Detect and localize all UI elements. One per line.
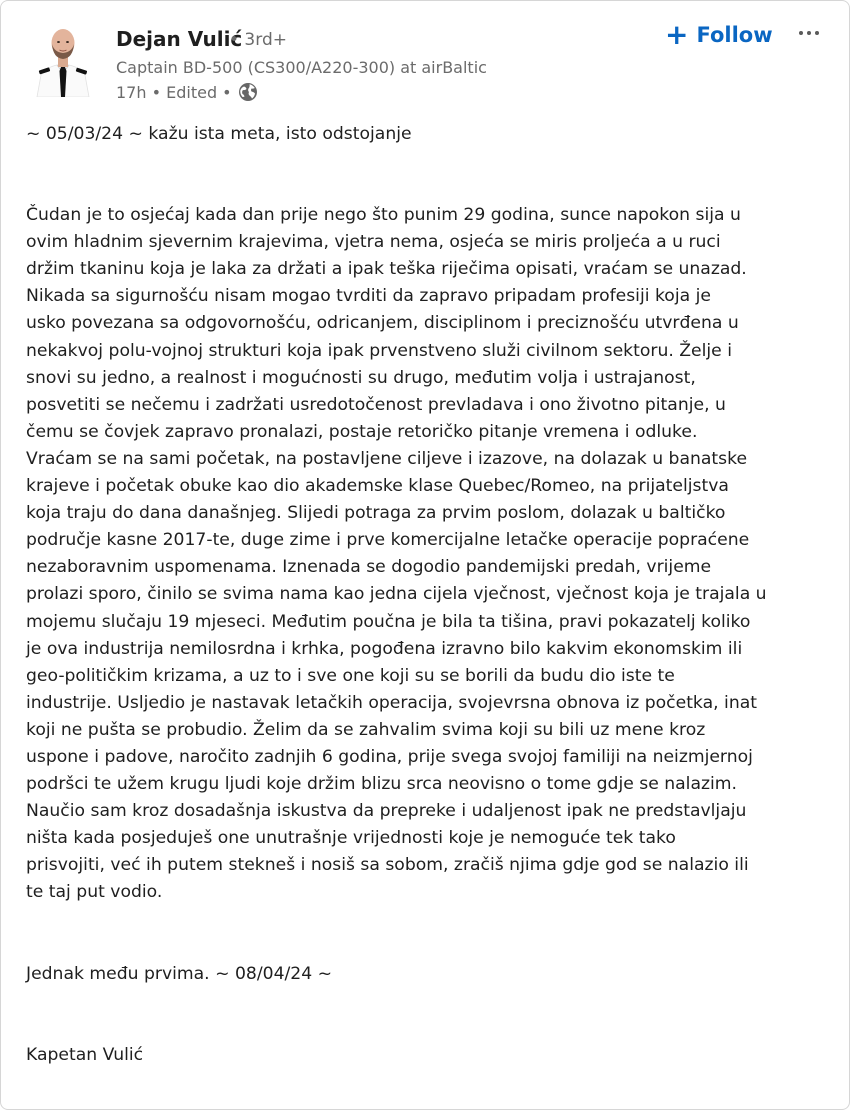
dot <box>815 31 819 35</box>
post-main-text: Čudan je to osjećaj kada dan prije nego što punim 29 godina, sunce napokon sija u ovim hladnim sjevernim krajevima, vjetra nema, osjeća se miris proljeća a u ruci držim tkaninu koja je laka za držati a ipak teška riječima opisati, vraćam se unazad. Nikada sa sigurnošću nisam mogao tvrditi da zapravo pripadam profesiji koja je usko povezana sa odgovornošću, odricanjem, disciplinom i preciznošću utvrđena u nekakvoj polu-vojnoj strukturi koja ipak prvenstveno služi civilnom sektoru. Želje i snovi su jedno, a realnost i mogućnosti su drugo, međutim volja i ustrajanost, posvetiti se nečemu i zadržati usredotočenost prevladava i ono životno pitanje, u čemu se čovjek zapravo pronalazi, postaje retoričko pitanje vremena i odluke. Vraćam se na sami početak, na postavljene ciljeve i izazove, na dolazak u banatske krajeve i početak obuke kao dio akademske klase Quebec/Romeo, na prijateljstva koja traju do dana današnjeg. Slijedi potraga za prvim poslom, dolazak u baltičko područje kasne 2017-te, duge zime i prve komercijalne letačke operacije popraćene nezaboravnim uspomenama. Iznenada se dogodio pandemijski predah, vrijeme prolazi sporo, činilo se svima nama kao jedna cijela vječnost, vječnost koja je trajala u mojemu slučaju 19 mjeseci. Međutim poučna je bila ta tišina, pravi pokazatelj koliko je ova industrija nemilosrdna i krhka, pogođena izravno bilo kakvim ekonomskim ili geo-političkim krizama, a uz to i sve one koji su se borili da budu dio iste te industrije. Usljedio je nastavak letačkih operacija, svojevrsna obnova iz početka, inat koji ne pušta se probudio. Želim da se zahvalim svima koji su bili uz mene kroz uspone i padove, naročito zadnjih 6 godina, prije svega svojoj familiji na neizmjernoj podršci te užem krugu ljudi koje držim blizu srca neovisno o tome gdje se nalazim. Naučio sam kroz dosadašnja iskustva da prepreke i udaljenost ipak ne predstavljaju ništa kada posjeduješ one unutrašnje vrijednosti koje je nemoguće tek tako prisvojiti, već ih putem stekneš i nosiš sa sobom, zračiš njima gdje god se nalazio ili te taj put vodio. <box>26 205 767 903</box>
author-name[interactable]: Dejan Vulić <box>116 27 243 51</box>
post-signature: Kapetan Vulić <box>26 1044 144 1065</box>
avatar[interactable] <box>31 23 95 97</box>
follow-label: Follow <box>696 23 773 47</box>
connection-degree: • 3rd+ <box>229 30 287 50</box>
dot <box>799 31 803 35</box>
post-meta <box>116 81 258 103</box>
post-body <box>26 121 826 1069</box>
author-headline[interactable]: Captain BD-500 (CS300/A220-300) at airBaltic <box>116 58 487 77</box>
plus-icon: + <box>665 18 689 51</box>
avatar-image <box>31 23 95 97</box>
follow-button[interactable] <box>661 18 777 52</box>
dot <box>807 31 811 35</box>
more-options-icon[interactable] <box>793 23 825 43</box>
post-header-line: ~ 05/03/24 ~ kažu ista meta, isto odstojanje <box>26 124 412 144</box>
post-time: 17h • Edited • <box>116 82 232 102</box>
globe-icon <box>238 82 258 102</box>
post-closing: Jednak među prvima. ~ 08/04/24 ~ <box>26 963 333 984</box>
